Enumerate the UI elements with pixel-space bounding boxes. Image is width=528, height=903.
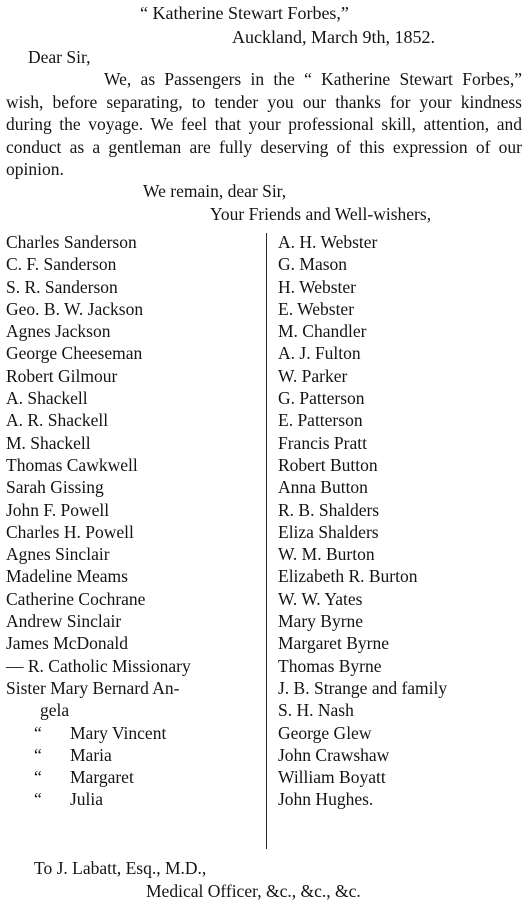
addressee-office: Medical Officer, &c., &c., &c. <box>146 881 361 901</box>
signatory-text: Mary Vincent <box>70 722 167 743</box>
signatory-text: A. Shackell <box>6 388 88 409</box>
signatory-name: E. Webster <box>278 298 355 319</box>
signatory-name: Robert Button <box>278 454 378 475</box>
signatory-name <box>6 521 264 543</box>
signatory-text: Geo. B. W. Jackson <box>6 298 144 319</box>
signatory-text: George Cheeseman <box>6 343 143 364</box>
letter-dateline: Auckland, March 9th, 1852. <box>232 27 435 47</box>
signatory-name: William Boyatt <box>278 767 386 788</box>
signatory-name <box>6 744 264 766</box>
signatory-text: C. F. Sanderson <box>6 254 117 275</box>
signatory-name <box>6 276 264 298</box>
signatory-name <box>6 409 264 431</box>
signatory-name: J. B. Strange and family <box>278 677 448 698</box>
signatory-name <box>6 476 264 498</box>
addressee-name: To J. Labatt, Esq., M.D., <box>34 858 207 878</box>
signatory-text: James McDonald <box>6 633 128 654</box>
ditto-mark: “ <box>34 744 42 765</box>
signatory-name <box>6 610 264 632</box>
signatory-text: Madeline Meams <box>6 566 128 587</box>
signatory-name <box>6 655 264 677</box>
signatory-name: Thomas Byrne <box>278 655 382 676</box>
signatory-text: Julia <box>70 789 104 810</box>
signatory-name <box>6 454 264 476</box>
signatory-name <box>6 588 264 610</box>
signatory-name: Anna Button <box>278 477 368 498</box>
signatory-name <box>6 565 264 587</box>
signatories-left-column <box>6 231 264 811</box>
signatory-text: Sister Mary Bernard An- <box>6 677 180 698</box>
signatory-name: G. Patterson <box>278 388 365 409</box>
signatory-name <box>6 699 264 721</box>
signatory-name: S. H. Nash <box>278 700 354 721</box>
signatory-name <box>6 766 264 788</box>
signatory-text: Thomas Cawkwell <box>6 454 138 475</box>
signatory-name: Mary Byrne <box>278 611 364 632</box>
signatory-name <box>6 365 264 387</box>
ditto-mark: “ <box>34 789 42 810</box>
letter-closing-friends: Your Friends and Well-wishers, <box>210 204 432 224</box>
signatory-name <box>6 499 264 521</box>
signatory-name <box>6 632 264 654</box>
ditto-mark: “ <box>34 722 42 743</box>
signatory-text: Catherine Cochrane <box>6 588 146 609</box>
signatory-name <box>6 253 264 275</box>
signatory-name <box>6 320 264 342</box>
signatory-text: gela <box>40 700 70 721</box>
signatory-text: Charles H. Powell <box>6 521 134 542</box>
signatory-name <box>6 342 264 364</box>
ditto-mark: “ <box>34 767 42 788</box>
signatory-name <box>6 722 264 744</box>
signatory-text: — R. Catholic Missionary <box>6 655 191 676</box>
signatory-text: A. R. Shackell <box>6 410 109 431</box>
signatory-name <box>6 543 264 565</box>
signatory-text: Robert Gilmour <box>6 365 118 386</box>
signatory-name <box>6 788 264 810</box>
signatory-text: M. Shackell <box>6 432 91 453</box>
signatory-name: W. Parker <box>278 365 348 386</box>
signatories-right-column <box>278 231 526 811</box>
letter-title: “ Katherine Stewart Forbes,” <box>140 3 349 23</box>
signatory-name <box>6 677 264 699</box>
signatory-name: W. M. Burton <box>278 544 375 565</box>
signatory-name: A. J. Fulton <box>278 343 361 364</box>
signatory-name: Elizabeth R. Burton <box>278 566 418 587</box>
signatory-text: Charles Sanderson <box>6 232 137 252</box>
letter-closing-remain: We remain, dear Sir, <box>143 181 287 201</box>
signatory-name <box>6 231 264 253</box>
signatory-text: John F. Powell <box>6 499 110 520</box>
signatory-name <box>6 432 264 454</box>
letter-salutation: Dear Sir, <box>28 47 91 67</box>
signatory-name: H. Webster <box>278 276 356 297</box>
signatory-name: John Crawshaw <box>278 744 390 765</box>
signatory-name: G. Mason <box>278 254 348 275</box>
signatory-text: S. R. Sanderson <box>6 276 118 297</box>
signatory-name: M. Chandler <box>278 321 367 342</box>
signatory-name <box>6 298 264 320</box>
signatory-name: E. Patterson <box>278 410 363 431</box>
signatory-name: John Hughes. <box>278 789 374 810</box>
signatory-name: R. B. Shalders <box>278 499 380 520</box>
letter-body: We, as Passengers in the “ Katherine Stewart Forbes,” wish, before separating, to tender you our thanks for your kindness during the voyage. We feel that your professional skill, attention, and conduct as a gentleman are fully deserving of this expression of our opinion. <box>6 69 522 179</box>
signatory-text: Andrew Sinclair <box>6 611 122 632</box>
signatory-text: Maria <box>70 744 112 765</box>
signatory-name: Margaret Byrne <box>278 633 389 654</box>
column-divider <box>266 233 267 849</box>
signatory-name <box>6 387 264 409</box>
signatory-name: A. H. Webster <box>278 232 378 252</box>
signatory-text: Agnes Sinclair <box>6 544 110 565</box>
signatory-text: Margaret <box>70 767 134 788</box>
signatory-name: Eliza Shalders <box>278 521 379 542</box>
signatory-name: George Glew <box>278 722 372 743</box>
signatory-text: Agnes Jackson <box>6 321 111 342</box>
signatory-name: Francis Pratt <box>278 432 367 453</box>
signatory-text: Sarah Gissing <box>6 477 104 498</box>
signatory-name: W. W. Yates <box>278 588 363 609</box>
